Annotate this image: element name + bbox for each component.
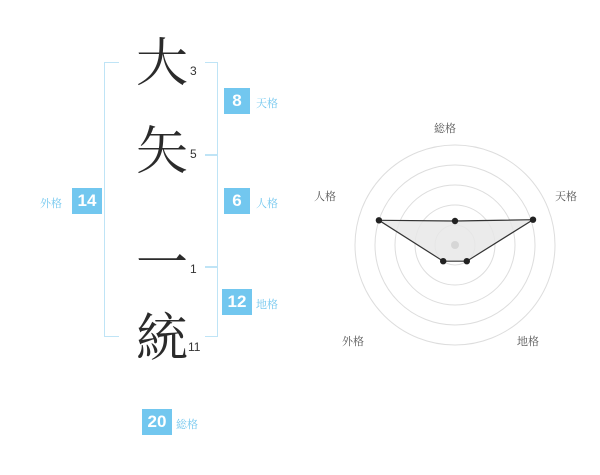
- jinkaku-value: 6: [224, 188, 250, 214]
- radar-point-1: [530, 217, 536, 223]
- soukaku-value: 20: [142, 409, 172, 435]
- jinkaku-label: 人格: [256, 198, 278, 210]
- tenkaku-bracket: [205, 62, 218, 156]
- kanji-char-1: 大: [135, 34, 188, 94]
- chikaku-bracket: [205, 266, 218, 337]
- kanji-strokes-1: 3: [190, 64, 197, 78]
- jinkaku-bracket: [205, 154, 218, 268]
- kanji-strokes-3: 1: [190, 262, 197, 276]
- radar-axis-label-soukaku: 総格: [434, 123, 456, 135]
- radar-data-polygon: [379, 220, 533, 262]
- soukaku-label: 総格: [176, 419, 198, 431]
- outer-kaku-value: 14: [72, 188, 102, 214]
- radar-axis-label-tenkaku: 天格: [555, 191, 577, 203]
- tenkaku-label: 天格: [256, 98, 278, 110]
- radar-point-2: [464, 258, 470, 264]
- radar-chart-svg: [310, 0, 600, 470]
- radar-center-dot: [451, 241, 459, 249]
- kanji-strokes-4: 11: [188, 340, 201, 354]
- outer-kaku-bracket: [104, 62, 119, 337]
- radar-axis-label-chikaku: 地格: [517, 336, 539, 348]
- radar-point-4: [376, 217, 382, 223]
- radar-axis-label-jinkaku: 人格: [314, 191, 336, 203]
- radar-point-3: [440, 258, 446, 264]
- kanji-strokes-2: 5: [190, 147, 197, 161]
- radar-chart-panel: [310, 0, 600, 470]
- chikaku-value: 12: [222, 289, 252, 315]
- chikaku-label: 地格: [256, 299, 278, 311]
- radar-axis-label-gaikaku: 外格: [342, 336, 364, 348]
- kanji-char-2: 矢: [135, 122, 188, 182]
- outer-kaku-label: 外格: [40, 198, 62, 210]
- kanji-char-3: 一: [135, 234, 188, 294]
- kanji-char-4: 統: [135, 309, 188, 369]
- radar-point-0: [452, 218, 458, 224]
- tenkaku-value: 8: [224, 88, 250, 114]
